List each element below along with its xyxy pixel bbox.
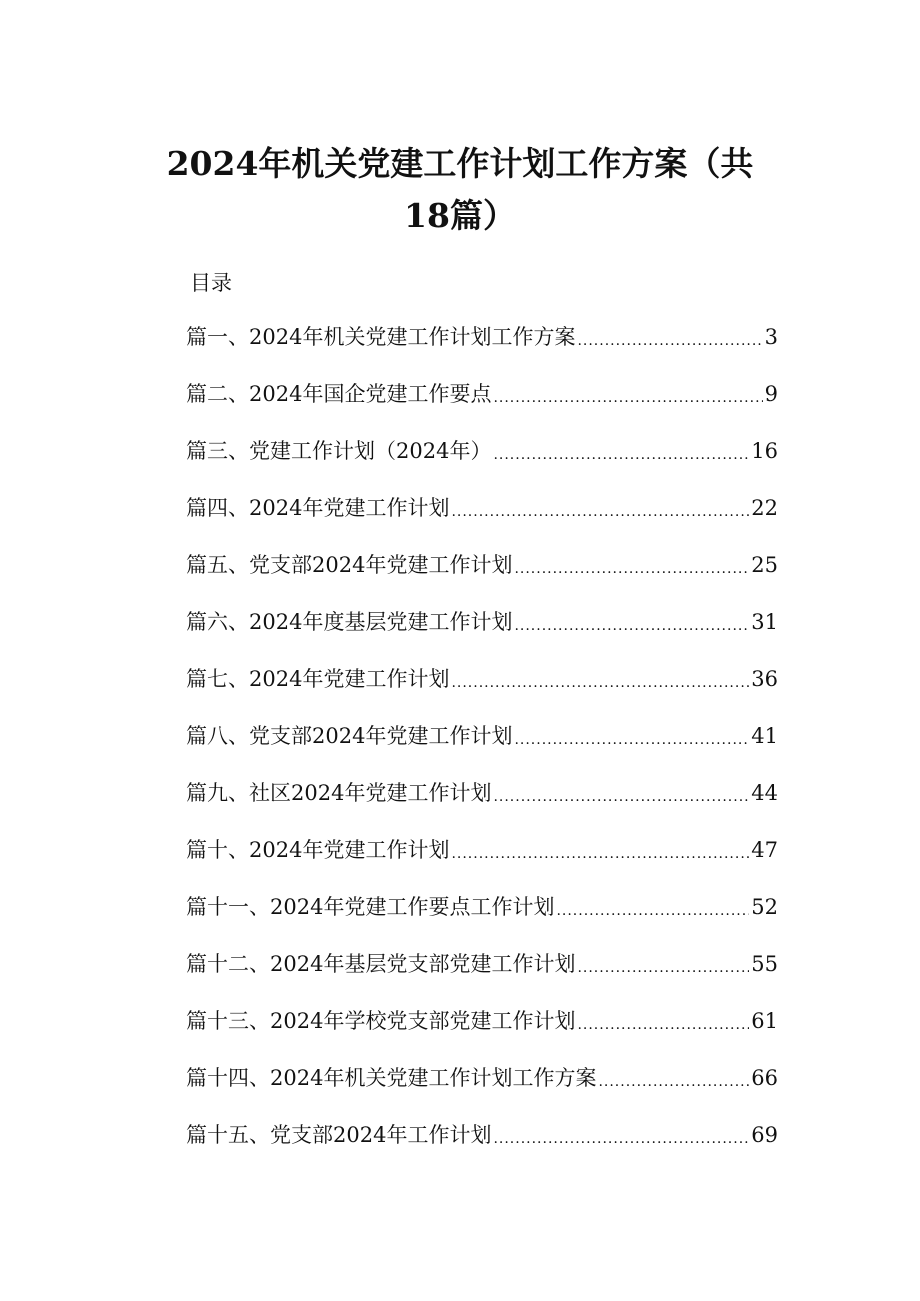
toc-entry-page-number: 22 bbox=[751, 496, 778, 520]
table-of-contents bbox=[186, 322, 778, 1150]
toc-entry[interactable] bbox=[186, 580, 778, 637]
toc-entry-label: 篇十一、2024年党建工作要点工作计划 bbox=[186, 895, 555, 919]
toc-entry-page-number: 69 bbox=[751, 1123, 778, 1147]
toc-entry[interactable] bbox=[186, 694, 778, 751]
toc-leader-dots bbox=[451, 672, 749, 694]
toc-entry-label: 篇六、2024年度基层党建工作计划 bbox=[186, 610, 513, 634]
toc-entry-page-number: 3 bbox=[764, 325, 778, 349]
toc-entry-label: 篇八、党支部2024年党建工作计划 bbox=[186, 724, 513, 748]
toc-entry[interactable] bbox=[186, 352, 778, 409]
toc-entry-page-number: 31 bbox=[751, 610, 778, 634]
toc-entry[interactable] bbox=[186, 322, 778, 352]
toc-entry-label: 篇十五、党支部2024年工作计划 bbox=[186, 1123, 492, 1147]
toc-entry[interactable] bbox=[186, 1036, 778, 1093]
toc-entry[interactable] bbox=[186, 979, 778, 1036]
toc-entry[interactable] bbox=[186, 1093, 778, 1150]
toc-entry-label: 篇五、党支部2024年党建工作计划 bbox=[186, 553, 513, 577]
toc-entry-label: 篇十四、2024年机关党建工作计划工作方案 bbox=[186, 1066, 597, 1090]
toc-leader-dots bbox=[451, 843, 749, 865]
toc-entry-label: 篇四、2024年党建工作计划 bbox=[186, 496, 450, 520]
toc-entry[interactable] bbox=[186, 751, 778, 808]
toc-entry-label: 篇十、2024年党建工作计划 bbox=[186, 838, 450, 862]
toc-entry-page-number: 41 bbox=[751, 724, 778, 748]
toc-leader-dots bbox=[577, 1014, 749, 1036]
toc-entry[interactable] bbox=[186, 922, 778, 979]
toc-leader-dots bbox=[493, 786, 749, 808]
toc-leader-dots bbox=[493, 1128, 749, 1150]
toc-entry[interactable] bbox=[186, 409, 778, 466]
toc-leader-dots bbox=[598, 1071, 749, 1093]
toc-entry-label: 篇九、社区2024年党建工作计划 bbox=[186, 781, 492, 805]
toc-leader-dots bbox=[451, 501, 749, 523]
toc-entry-label: 篇七、2024年党建工作计划 bbox=[186, 667, 450, 691]
toc-leader-dots bbox=[577, 957, 749, 979]
toc-entry-label: 篇三、党建工作计划（2024年） bbox=[186, 439, 492, 463]
document-title: 2024年机关党建工作计划工作方案（共18篇） bbox=[166, 144, 754, 235]
toc-heading: 目录 bbox=[190, 271, 232, 295]
toc-entry-page-number: 66 bbox=[751, 1066, 778, 1090]
toc-entry-label: 篇十二、2024年基层党支部党建工作计划 bbox=[186, 952, 576, 976]
toc-leader-dots bbox=[493, 387, 762, 409]
toc-entry-page-number: 47 bbox=[751, 838, 778, 862]
toc-entry-page-number: 44 bbox=[751, 781, 778, 805]
toc-entry[interactable] bbox=[186, 466, 778, 523]
toc-entry[interactable] bbox=[186, 865, 778, 922]
toc-leader-dots bbox=[556, 900, 749, 922]
toc-leader-dots bbox=[577, 330, 762, 352]
toc-entry-page-number: 61 bbox=[751, 1009, 778, 1033]
toc-entry-label: 篇一、2024年机关党建工作计划工作方案 bbox=[186, 325, 576, 349]
toc-entry[interactable] bbox=[186, 637, 778, 694]
toc-entry-label: 篇十三、2024年学校党支部党建工作计划 bbox=[186, 1009, 576, 1033]
toc-entry-label: 篇二、2024年国企党建工作要点 bbox=[186, 382, 492, 406]
toc-entry-page-number: 25 bbox=[751, 553, 778, 577]
toc-entry[interactable] bbox=[186, 523, 778, 580]
toc-entry-page-number: 55 bbox=[751, 952, 778, 976]
toc-leader-dots bbox=[514, 558, 749, 580]
toc-entry[interactable] bbox=[186, 808, 778, 865]
toc-entry-page-number: 52 bbox=[751, 895, 778, 919]
toc-entry-page-number: 16 bbox=[751, 439, 778, 463]
toc-entry-page-number: 36 bbox=[751, 667, 778, 691]
toc-leader-dots bbox=[514, 729, 749, 751]
toc-leader-dots bbox=[493, 444, 749, 466]
toc-entry-page-number: 9 bbox=[764, 382, 778, 406]
toc-leader-dots bbox=[514, 615, 749, 637]
